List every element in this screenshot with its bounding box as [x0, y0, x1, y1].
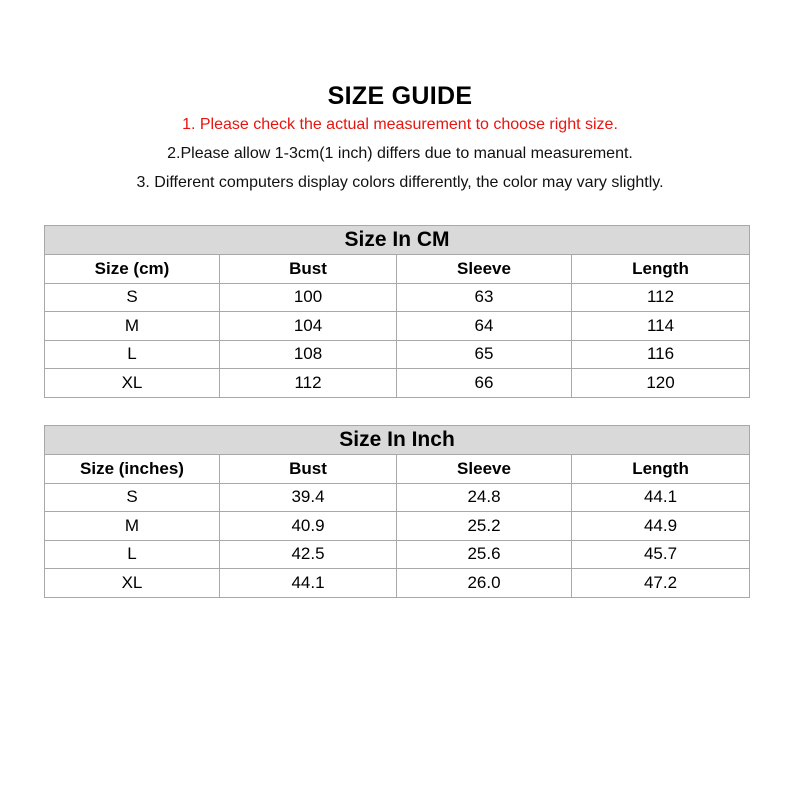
table-cell: 63	[397, 283, 572, 312]
column-header: Size (inches)	[45, 455, 220, 484]
column-header: Bust	[220, 455, 397, 484]
table-cell: 112	[572, 283, 750, 312]
table-cell: XL	[45, 369, 220, 398]
column-header: Sleeve	[397, 255, 572, 284]
column-header: Length	[572, 255, 750, 284]
table-header-row	[45, 255, 750, 284]
table-row	[45, 283, 750, 312]
table-row	[45, 483, 750, 512]
table-cell: 100	[220, 283, 397, 312]
table-cell: 39.4	[220, 483, 397, 512]
table-cell: 114	[572, 312, 750, 341]
page-title: SIZE GUIDE	[327, 82, 473, 110]
table-row	[45, 569, 750, 598]
table-cell: L	[45, 540, 220, 569]
table-cell: 112	[220, 369, 397, 398]
table-row	[45, 340, 750, 369]
column-header: Size (cm)	[45, 255, 220, 284]
table-cell: S	[45, 483, 220, 512]
column-header: Length	[572, 455, 750, 484]
note-tolerance: 2.Please allow 1-3cm(1 inch) differs due to manual measurement.	[167, 145, 633, 162]
table-cell: XL	[45, 569, 220, 598]
note-colors: 3. Different computers display colors differently, the color may vary slightly.	[136, 174, 664, 191]
table-cell: 66	[397, 369, 572, 398]
note-measurement: 1. Please check the actual measurement to choose right size.	[182, 116, 618, 133]
table-cell: M	[45, 512, 220, 541]
table-cell: 47.2	[572, 569, 750, 598]
column-header: Sleeve	[397, 455, 572, 484]
table-cell: 116	[572, 340, 750, 369]
table-cell: 40.9	[220, 512, 397, 541]
column-header: Bust	[220, 255, 397, 284]
table-cell: 45.7	[572, 540, 750, 569]
table-caption: Size In Inch	[45, 426, 750, 455]
size-table-inch	[44, 425, 750, 598]
table-cell: 24.8	[397, 483, 572, 512]
table-cell: 44.9	[572, 512, 750, 541]
table-cell: M	[45, 312, 220, 341]
table-cell: 120	[572, 369, 750, 398]
table-cell: 26.0	[397, 569, 572, 598]
table-cell: 25.6	[397, 540, 572, 569]
table-cell: S	[45, 283, 220, 312]
table-cell: 108	[220, 340, 397, 369]
table-cell: 65	[397, 340, 572, 369]
table-cell: 44.1	[220, 569, 397, 598]
table-cell: 104	[220, 312, 397, 341]
table-cell: 42.5	[220, 540, 397, 569]
table-header-row	[45, 455, 750, 484]
table-row	[45, 540, 750, 569]
table-row	[45, 512, 750, 541]
table-row	[45, 369, 750, 398]
table-caption: Size In CM	[45, 226, 750, 255]
table-cell: L	[45, 340, 220, 369]
table-cell: 64	[397, 312, 572, 341]
table-cell: 44.1	[572, 483, 750, 512]
table-cell: 25.2	[397, 512, 572, 541]
size-table-cm	[44, 225, 750, 398]
table-row	[45, 312, 750, 341]
